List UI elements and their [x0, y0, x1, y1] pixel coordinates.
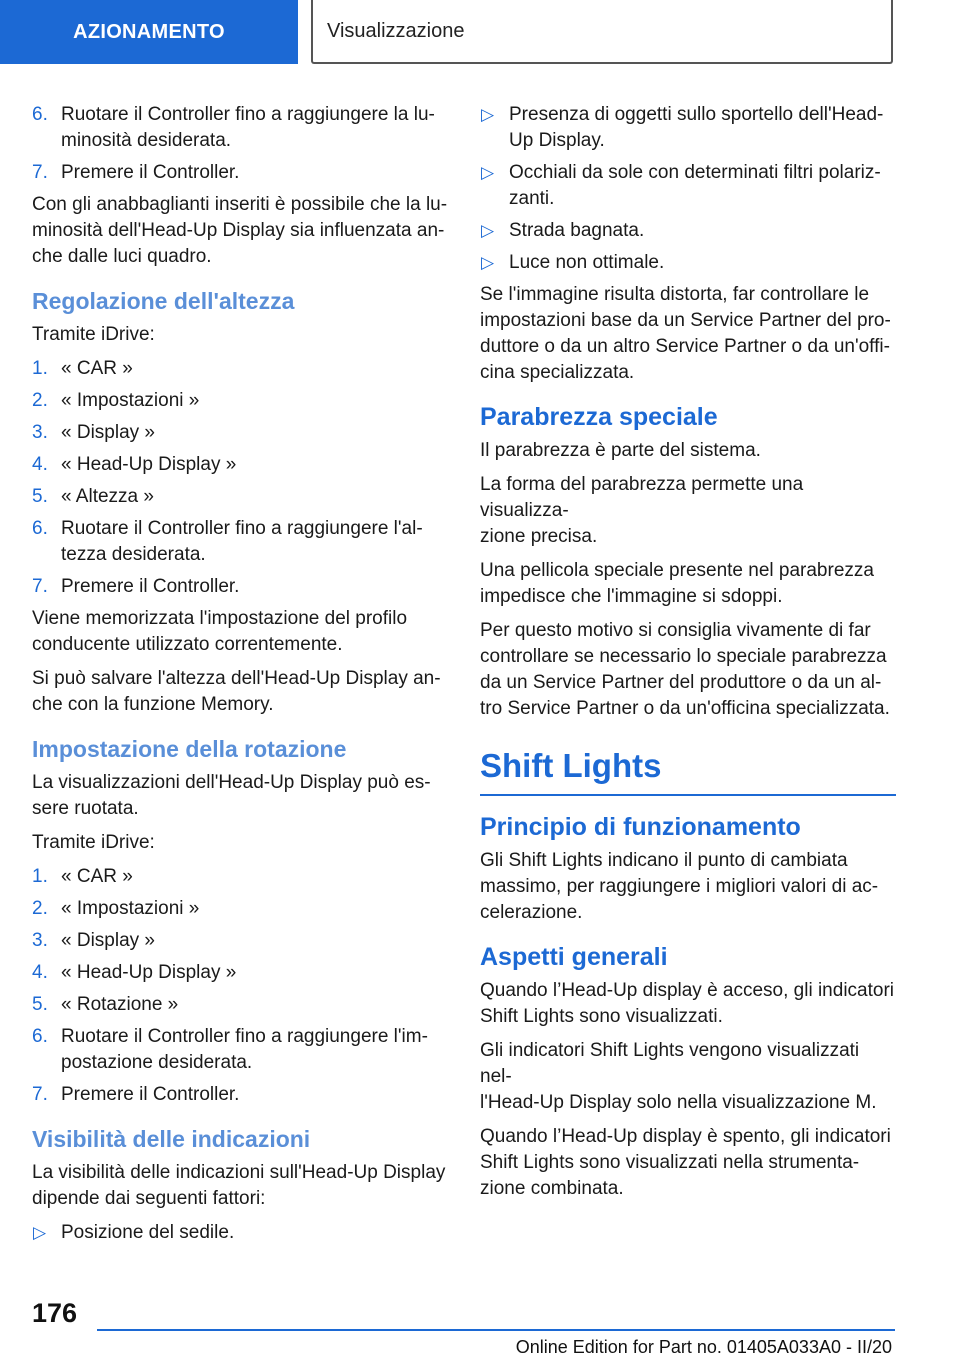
list-item: 5. « Altezza »	[32, 486, 154, 507]
heading-rotazione: Impostazione della rotazione	[32, 736, 347, 762]
paragraph: Viene memorizzata l'impostazione del profilo conducente utilizzato correntemente.	[32, 608, 408, 655]
paragraph: Quando l’Head-Up display è spento, gli indicatori Shift Lights sono visualizzati nella strumenta- zione combinata.	[480, 1126, 891, 1199]
bullet-item: ▷ Presenza di oggetti sullo sportello dell'Head- Up Display.	[481, 104, 884, 151]
paragraph: La visualizzazioni dell'Head-Up Display può es- sere ruotata.	[32, 772, 431, 819]
list-item: 4. « Head-Up Display »	[32, 962, 237, 983]
paragraph: La forma del parabrezza permette una visualizza- zione precisa.	[480, 474, 804, 547]
paragraph: Si può salvare l'altezza dell'Head-Up Display an- che con la funzione Memory.	[32, 668, 441, 715]
list-item: 6. Ruotare il Controller fino a raggiungere l'al- tezza desiderata.	[32, 518, 423, 565]
list-item: 5. « Rotazione »	[32, 994, 179, 1015]
triangle-bullet-icon: ▷	[481, 221, 495, 240]
heading-principio: Principio di funzionamento	[480, 813, 801, 841]
list-item: 7. Premere il Controller.	[32, 576, 240, 597]
heading-regolazione-altezza: Regolazione dell'altezza	[32, 288, 295, 314]
list-item: 1. « CAR »	[32, 866, 133, 887]
bullet-item: ▷ Posizione del sedile.	[32, 1220, 450, 1246]
right-column	[480, 102, 896, 1210]
chapter-title: Visualizzazione	[327, 19, 465, 42]
paragraph: Gli indicatori Shift Lights vengono visualizzati nel- l'Head-Up Display solo nella visualizzazione M.	[480, 1040, 877, 1113]
heading-visibilita: Visibilità delle indicazioni	[32, 1126, 311, 1152]
footer-rule	[97, 1329, 895, 1331]
list-item: 1. « CAR »	[32, 358, 133, 379]
paragraph: La visibilità delle indicazioni sull'Head-Up Display dipende dai seguenti fattori:	[32, 1162, 446, 1209]
paragraph: Il parabrezza è parte del sistema.	[480, 440, 761, 461]
bullet-item: ▷ Occhiali da sole con determinati filtri polariz- zanti.	[481, 162, 881, 209]
page-number: 176	[32, 1298, 78, 1328]
list-item: 7. Premere il Controller.	[32, 162, 240, 183]
paragraph: Gli Shift Lights indicano il punto di cambiata massimo, per raggiungere i migliori valori di ac- celerazione.	[480, 850, 879, 923]
heading-aspetti-generali: Aspetti generali	[480, 943, 668, 971]
bullet-item: ▷ Strada bagnata.	[480, 218, 896, 244]
paragraph: Una pellicola speciale presente nel parabrezza impedisce che l'immagine si sdoppi.	[480, 560, 874, 607]
bullet-item: ▷ Luce non ottimale.	[480, 250, 896, 276]
heading-parabrezza: Parabrezza speciale	[480, 403, 718, 431]
list-item: 7. Premere il Controller.	[32, 1084, 240, 1105]
triangle-bullet-icon: ▷	[33, 1223, 47, 1242]
triangle-bullet-icon: ▷	[481, 105, 495, 124]
list-item: 6. Ruotare il Controller fino a raggiungere l'im- postazione desiderata.	[32, 1026, 428, 1073]
list-item: 3. « Display »	[32, 422, 155, 443]
section-title: AZIONAMENTO	[73, 20, 225, 43]
list-item: 6. Ruotare il Controller fino a raggiungere la lu- minosità desiderata.	[32, 104, 435, 151]
left-column	[32, 102, 450, 1252]
paragraph: Tramite iDrive:	[32, 832, 155, 853]
paragraph: Quando l’Head-Up display è acceso, gli indicatori Shift Lights sono visualizzati.	[480, 980, 895, 1027]
list-item: 4. « Head-Up Display »	[32, 454, 237, 475]
heading-shift-lights: Shift Lights	[480, 744, 896, 796]
footer-edition: Online Edition for Part no. 01405A033A0 - II/20	[515, 1337, 892, 1357]
section-tab	[0, 0, 298, 64]
triangle-bullet-icon: ▷	[481, 253, 495, 272]
paragraph: Con gli anabbaglianti inseriti è possibile che la lu- minosità dell'Head-Up Display sia influenzata an- che dalle luci quadro.	[32, 194, 448, 267]
list-item: 3. « Display »	[32, 930, 155, 951]
paragraph: Se l'immagine risulta distorta, far controllare le impostazioni base da un Service Partner del pro- duttore o da un altro Service Partner o da un'offi- cina specializzata.	[480, 284, 891, 383]
list-item: 2. « Impostazioni »	[32, 390, 200, 411]
chapter-tab	[311, 0, 893, 64]
paragraph: Tramite iDrive:	[32, 324, 155, 345]
list-item: 2. « Impostazioni »	[32, 898, 200, 919]
triangle-bullet-icon: ▷	[481, 163, 495, 182]
paragraph: Per questo motivo si consiglia vivamente di far controllare se necessario lo speciale parabrezza da un Service Partner del produttore o da un al- tro Service Partner o da un'officina specializzata.	[480, 620, 890, 719]
